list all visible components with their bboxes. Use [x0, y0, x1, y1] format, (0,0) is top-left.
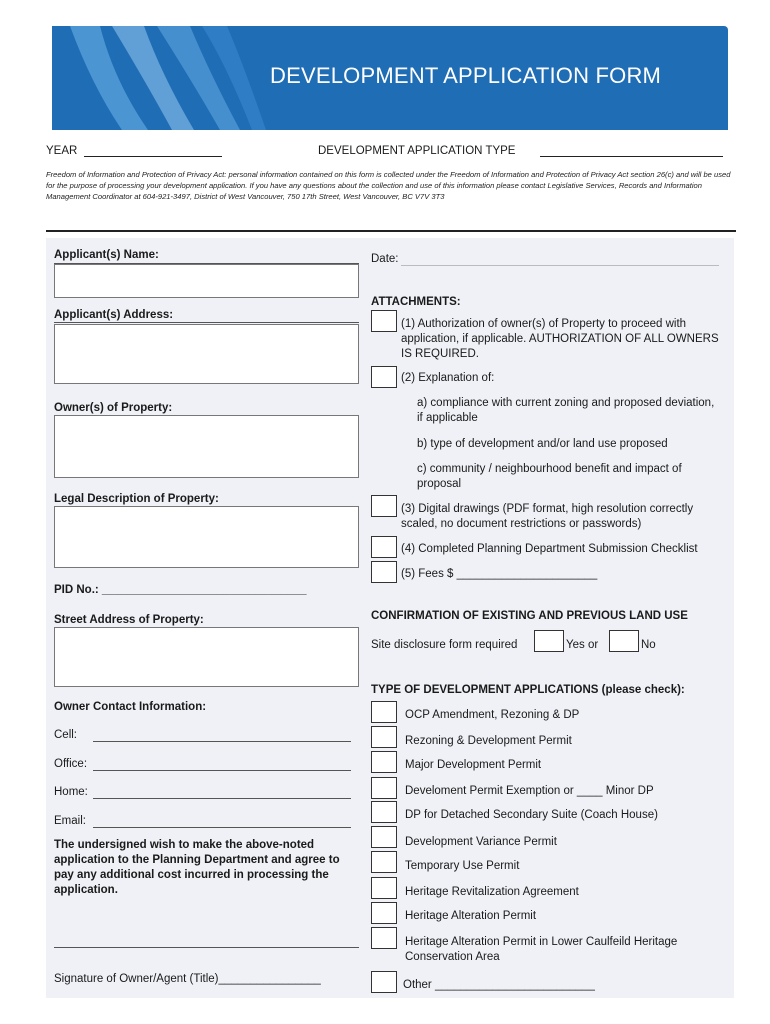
privacy-notice: Freedom of Information and Protection of Privacy Act: personal information contained on this form is collected under the Freedom of Information and Protection of Privacy Act section 26(c) and will be used for the purpose of processing your development application. If you have any questions about the collection and use of this information please contact Legislative Services, Records and Information Management Coordinator at 604-921-3497, District of West Vancouver, 750 17th Street, West Vancouver, BC V7V 3T3	[46, 170, 731, 201]
year-field[interactable]	[84, 156, 222, 157]
agreement-statement: The undersigned wish to make the above-noted application to the Planning Department and agree to pay any additional cost incurred in processing the application.	[54, 839, 340, 896]
signature-line[interactable]	[54, 947, 359, 948]
page-title: DEVELOPMENT APPLICATION FORM	[270, 63, 662, 88]
divider	[54, 322, 359, 323]
type-label: Heritage Alteration Permit in Lower Caulfeild Heritage Conservation Area	[405, 936, 678, 963]
type-checkbox[interactable]	[371, 751, 397, 773]
legal-description-input[interactable]	[54, 506, 359, 568]
type-label: Rezoning & Development Permit	[405, 735, 572, 747]
type-checkbox[interactable]	[371, 777, 397, 799]
type-label: Develoment Permit Exemption or ____ Minor DP	[405, 785, 654, 797]
applicant-address-label: Applicant(s) Address:	[54, 309, 174, 321]
site-disclosure-label: Site disclosure form required	[371, 639, 518, 651]
attachment-4-checkbox[interactable]	[371, 536, 397, 558]
attachment-3-checkbox[interactable]	[371, 495, 397, 517]
applicant-address-input[interactable]	[54, 324, 359, 384]
type-label: Major Development Permit	[405, 759, 542, 771]
attachment-2c-text: c) community / neighbourhood benefit and impact of proposal	[417, 463, 682, 490]
type-checkbox[interactable]	[371, 801, 397, 823]
home-label: Home:	[54, 786, 88, 798]
application-type-label: DEVELOPMENT APPLICATION TYPE	[318, 145, 516, 157]
owner-contact-label: Owner Contact Information:	[54, 701, 207, 713]
office-field[interactable]	[93, 770, 351, 771]
type-checkbox[interactable]	[371, 877, 397, 899]
home-field[interactable]	[93, 798, 351, 799]
pid-field[interactable]: PID No.: ________________________________	[54, 584, 307, 596]
applicant-name-input[interactable]	[54, 264, 359, 298]
cell-label: Cell:	[54, 729, 78, 741]
attachment-2-text: (2) Explanation of:	[401, 372, 495, 384]
confirmation-heading: CONFIRMATION OF EXISTING AND PREVIOUS LAND USE	[371, 610, 688, 622]
cell-field[interactable]	[93, 741, 351, 742]
street-address-label: Street Address of Property:	[54, 614, 204, 626]
year-label: YEAR	[46, 145, 78, 157]
owners-input[interactable]	[54, 415, 359, 478]
type-label: Heritage Revitalization Agreement	[405, 886, 579, 898]
street-address-input[interactable]	[54, 627, 359, 687]
attachment-3-text: (3) Digital drawings (PDF format, high resolution correctly scaled, no document restrictions or passwords)	[401, 503, 694, 530]
attachment-1-checkbox[interactable]	[371, 310, 397, 332]
applicant-name-label: Applicant(s) Name:	[54, 249, 159, 261]
type-checkbox[interactable]	[371, 902, 397, 924]
legal-description-label: Legal Description of Property:	[54, 493, 219, 505]
attachment-1-text: (1) Authorization of owner(s) of Property to proceed with application, if applicable. AUTHORIZATION OF ALL OWNERS IS REQUIRED.	[401, 318, 719, 360]
type-label: Temporary Use Permit	[405, 860, 520, 872]
date-field[interactable]	[401, 265, 719, 266]
site-disclosure-no-checkbox[interactable]	[609, 630, 639, 652]
type-checkbox[interactable]	[371, 851, 397, 873]
type-checkbox[interactable]	[371, 826, 397, 848]
attachment-4-text: (4) Completed Planning Department Submission Checklist	[401, 543, 698, 555]
attachment-2-checkbox[interactable]	[371, 366, 397, 388]
attachment-2a-text: a) compliance with current zoning and proposed deviation, if applicable	[417, 397, 715, 424]
application-types-heading: TYPE OF DEVELOPMENT APPLICATIONS (please check):	[371, 684, 685, 696]
attachments-heading: ATTACHMENTS:	[371, 296, 461, 308]
type-checkbox[interactable]	[371, 701, 397, 723]
type-label: DP for Detached Secondary Suite (Coach House)	[405, 809, 658, 821]
type-label: Development Variance Permit	[405, 836, 557, 848]
signature-label: Signature of Owner/Agent (Title)________________	[54, 973, 321, 985]
type-label: Heritage Alteration Permit	[405, 910, 537, 922]
other-type-field[interactable]: Other _________________________	[403, 979, 595, 991]
attachment-5-checkbox[interactable]	[371, 561, 397, 583]
email-label: Email:	[54, 815, 86, 827]
no-label: No	[641, 639, 656, 651]
type-checkbox[interactable]	[371, 726, 397, 748]
divider	[46, 230, 736, 232]
fees-field[interactable]: (5) Fees $ ______________________	[401, 568, 598, 580]
type-label: OCP Amendment, Rezoning & DP	[405, 709, 580, 721]
office-label: Office:	[54, 758, 88, 770]
type-checkbox[interactable]	[371, 927, 397, 949]
yes-label: Yes or	[566, 639, 599, 651]
date-label: Date:	[371, 253, 399, 265]
owners-label: Owner(s) of Property:	[54, 402, 173, 414]
type-checkbox[interactable]	[371, 971, 397, 993]
application-type-field[interactable]	[540, 156, 723, 157]
attachment-2b-text: b) type of development and/or land use proposed	[417, 438, 668, 450]
site-disclosure-yes-checkbox[interactable]	[534, 630, 564, 652]
email-field[interactable]	[93, 827, 351, 828]
